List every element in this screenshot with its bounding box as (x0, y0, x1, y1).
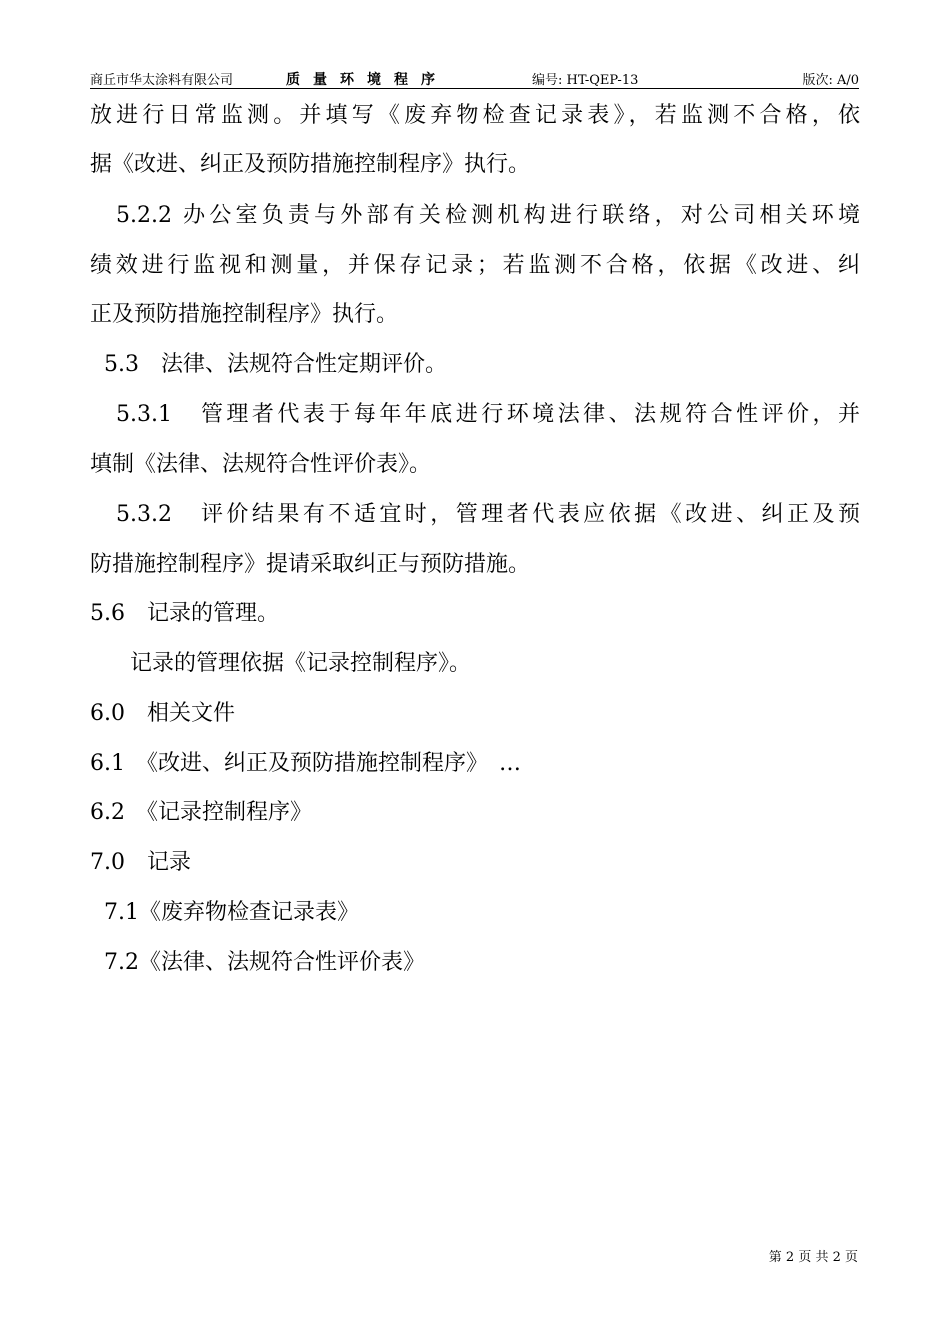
section-5-6-heading: 5.6 记录的管理。 (90, 601, 279, 626)
document-version: 版次: A/0 (802, 73, 859, 88)
company-name: 商丘市华太涂料有限公司 (90, 73, 234, 88)
document-title: 质量环境程序 (286, 72, 448, 88)
section-6-0-heading: 6.0 相关文件 (90, 701, 235, 726)
section-7-1-item: 7.1《废弃物检查记录表》 (104, 900, 359, 925)
section-5-2-2-line-1: 5.2.2 办公室负责与外部有关检测机构进行联络，对公司相关环境 (116, 203, 860, 228)
section-6-1-item: 6.1 《改进、纠正及预防措施控制程序》 … (90, 751, 521, 776)
document-code: 编号: HT-QEP-13 (532, 73, 639, 88)
section-5-3-2-line-1: 5.3.2 评价结果有不适宜时，管理者代表应依据《改进、纠正及预 (116, 502, 860, 527)
section-6-2-item: 6.2 《记录控制程序》 (90, 800, 312, 825)
section-7-0-heading: 7.0 记录 (90, 850, 191, 875)
section-5-6-body: 记录的管理依据《记录控制程序》。 (130, 651, 472, 676)
section-5-3-heading: 5.3 法律、法规符合性定期评价。 (104, 352, 447, 377)
page-header (90, 66, 859, 89)
body-line-2: 据《改进、纠正及预防措施控制程序》执行。 (90, 152, 531, 177)
section-5-2-2-line-3: 正及预防措施控制程序》执行。 (90, 302, 399, 327)
section-5-3-1-line-2: 填制《法律、法规符合性评价表》。 (90, 452, 432, 477)
section-5-2-2-line-2: 绩效进行监视和测量，并保存记录；若监测不合格，依据《改进、纠 (90, 253, 860, 278)
section-5-3-2-line-2: 防措施控制程序》提请采取纠正与预防措施。 (90, 552, 531, 577)
body-line-1: 放进行日常监测。并填写《废弃物检查记录表》，若监测不合格，依 (90, 103, 860, 128)
page-number: 第 2 页 共 2 页 (768, 1250, 858, 1265)
section-7-2-item: 7.2《法律、法规符合性评价表》 (104, 950, 425, 975)
section-5-3-1-line-1: 5.3.1 管理者代表于每年年底进行环境法律、法规符合性评价，并 (116, 402, 860, 427)
